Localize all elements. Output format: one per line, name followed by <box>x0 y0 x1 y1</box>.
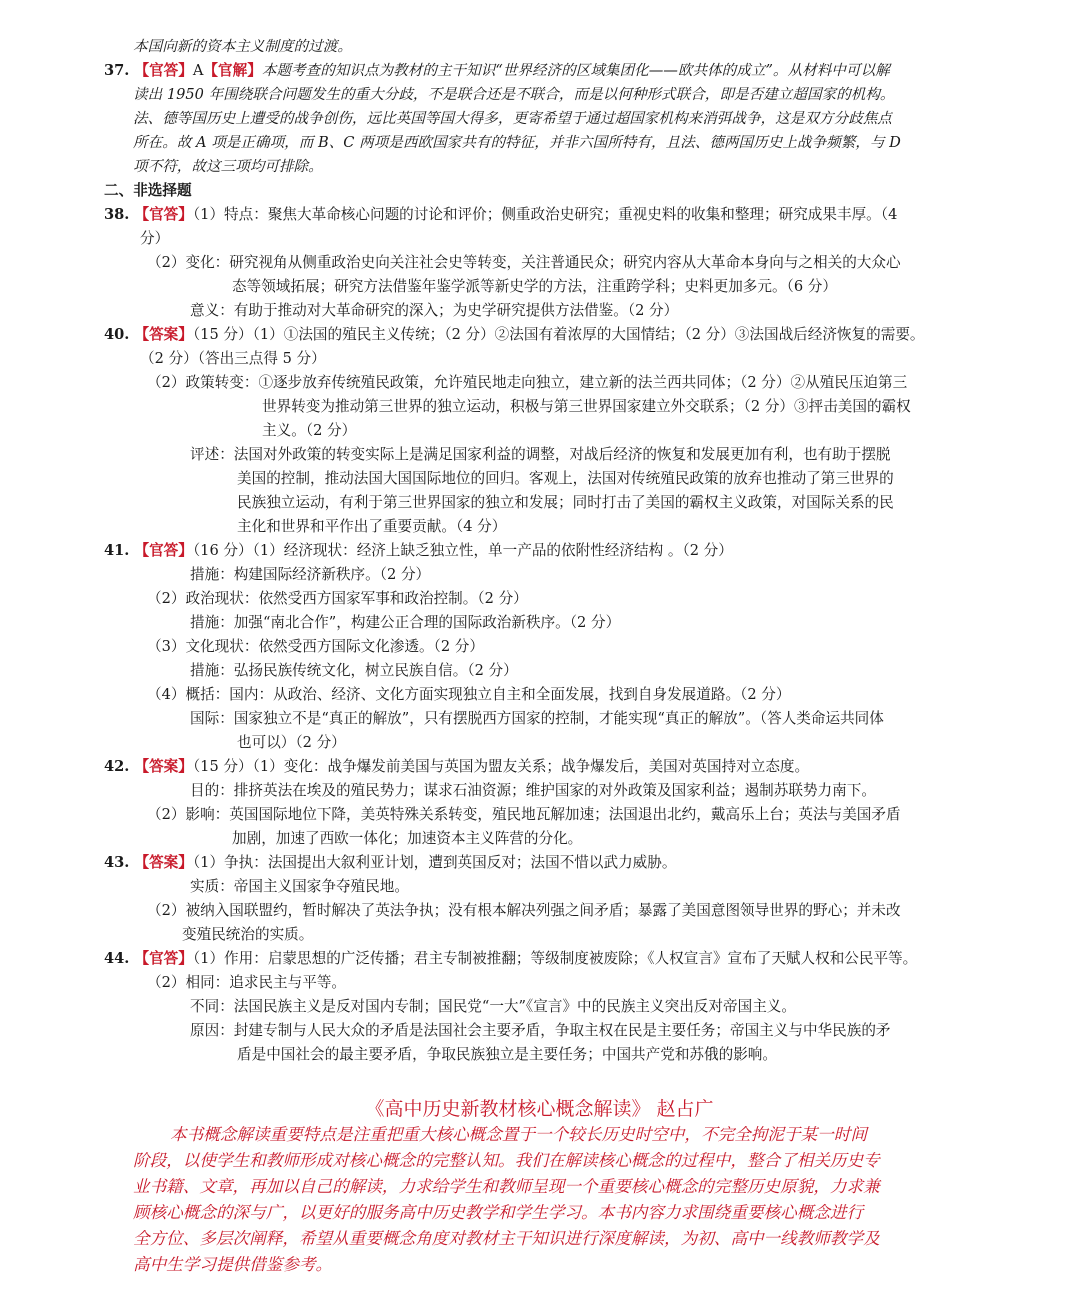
text-line <box>104 948 917 970</box>
text-segment: （2）政治现状：依然受西方国家军事和政治控制。（2 分） <box>147 590 528 607</box>
text-segment: 所在。故 A 项是正确项，而 B、C 两项是西欧国家共有的特征，并非六国所特有，且法、德两国历史上战争频繁，与 D <box>133 134 901 151</box>
question-number: 38. <box>104 206 135 223</box>
question-number: 44. <box>104 950 135 967</box>
text-line <box>147 972 346 994</box>
text-segment: 加剧，加速了西欧一体化；加速资本主义阵营的分化。 <box>232 830 583 847</box>
promo-line: 高中生学习提供借鉴参考。 <box>133 1255 333 1274</box>
text-segment: （15 分）（1）变化：战争爆发前美国与英国为盟友关系；战争爆发后，美国对英国持对立态度。 <box>192 758 810 775</box>
text-line <box>133 156 323 178</box>
text-line <box>147 588 528 610</box>
text-line <box>133 36 352 58</box>
text-segment: （1）作用：启蒙思想的广泛传播；君主专制被推翻；等级制度被废除；《人权宣言》宣布了天赋人权和公民平等。 <box>192 950 918 967</box>
text-line <box>147 636 484 658</box>
text-segment: （3）文化现状：依然受西方国际文化渗透。（2 分） <box>147 638 484 655</box>
text-segment: （2）被纳入国联盟约，暂时解决了英法争执；没有根本解决列强之间矛盾；暴露了美国意图领导世界的野心；并未改 <box>147 902 901 919</box>
promo-line: 顾核心概念的深与广，以更好的服务高中历史教学和学生学习。本书内容力求围绕重要核心概念进行 <box>133 1203 864 1222</box>
text-line <box>147 252 901 274</box>
question-number: 42. <box>104 758 135 775</box>
text-segment: 措施：加强“南北合作”，构建公正合理的国际政治新秩序。（2 分） <box>190 614 621 631</box>
text-line <box>190 660 518 682</box>
text-line <box>104 204 897 226</box>
text-line <box>237 516 506 538</box>
text-line <box>133 132 901 154</box>
text-segment: 世界转变为推动第三世界的独立运动，积极与第三世界国家建立外交联系；（2 分）③抨击美国的霸权 <box>262 398 911 415</box>
text-line <box>190 444 891 466</box>
text-line <box>190 300 678 322</box>
text-line <box>182 924 313 946</box>
answer-tag: 【官答】 <box>134 950 193 967</box>
text-segment: 不同：法国民族主义是反对国内专制；国民党“一大”《宣言》中的民族主义突出反对帝国主义。 <box>190 998 796 1015</box>
text-segment: 原因：封建专制与人民大众的矛盾是法国社会主要矛盾，争取主权在民是主要任务；帝国主义与中华民族的矛 <box>190 1022 891 1039</box>
text-line <box>190 780 876 802</box>
promo-line: 业书籍、文章，再加以自己的解读，力求给学生和教师呈现一个重要核心概念的完整历史原貌，力求兼 <box>133 1177 880 1196</box>
text-segment: （16 分）（1）经济现状：经济上缺乏独立性，单一产品的依附性经济结构 。（2 分） <box>192 542 733 559</box>
text-segment: 本题考查的知识点为教材的主干知识“世界经济的区域集团化——欧共体的成立”。从材料中可以解 <box>261 62 890 79</box>
promo-line: 阶段，以使学生和教师形成对核心概念的完整认知。我们在解读核心概念的过程中，整合了相关历史专 <box>133 1151 880 1170</box>
text-line <box>133 108 892 130</box>
text-line <box>262 396 911 418</box>
text-line <box>147 900 901 922</box>
text-line <box>190 564 430 586</box>
text-segment: 评述：法国对外政策的转变实际上是满足国家利益的调整，对战后经济的恢复和发展更加有利，也有助于摆脱 <box>190 446 891 463</box>
text-segment: （2）影响：英国国际地位下降，美英特殊关系转变，殖民地瓦解加速；法国退出北约，戴高乐上台；英法与美国矛盾 <box>147 806 901 823</box>
answer-tag: 【官答】 <box>134 206 193 223</box>
text-segment: 项不符，故这三项均可排除。 <box>133 158 323 175</box>
text-segment: 美国的控制，推动法国大国国际地位的回归。客观上，法国对传统殖民政策的放弃也推动了第三世界的 <box>237 470 894 487</box>
text-segment: 读出 1950 年围绕联合问题发生的重大分歧，不是联合还是不联合，而是以何种形式联合，即是否建立超国家的机构。 <box>133 86 895 103</box>
text-segment: （1）争执：法国提出大叙利亚计划，遭到英国反对；法国不惜以武力威胁。 <box>192 854 677 871</box>
text-segment: 主义。（2 分） <box>262 422 357 439</box>
text-line <box>232 276 837 298</box>
text-line <box>104 540 733 562</box>
text-line <box>190 708 884 730</box>
answer-tag: 【官答】 <box>134 62 193 79</box>
answer-tag: 【答案】 <box>134 326 193 343</box>
text-line <box>190 612 620 634</box>
text-segment: 本国向新的资本主义制度的过渡。 <box>133 38 352 55</box>
text-line <box>104 324 925 346</box>
text-segment: （2 分）（答出三点得 5 分） <box>140 350 326 367</box>
text-line <box>147 372 907 394</box>
question-number: 43. <box>104 854 135 871</box>
question-number: 40. <box>104 326 135 343</box>
text-segment: 分） <box>140 230 170 247</box>
text-line <box>237 732 346 754</box>
text-segment: （15 分）（1）①法国的殖民主义传统；（2 分）②法国有着浓厚的大国情结；（2 分）③法国战后经济恢复的需要。 <box>192 326 925 343</box>
question-number: 41. <box>104 542 135 559</box>
text-segment: 措施：弘扬民族传统文化，树立民族自信。（2 分） <box>190 662 518 679</box>
text-segment: 目的：排挤英法在埃及的殖民势力；谋求石油资源；维护国家的对外政策及国家利益；遏制苏联势力南下。 <box>190 782 876 799</box>
answer-tag: 【答案】 <box>134 854 193 871</box>
text-segment: 民族独立运动，有利于第三世界国家的独立和发展；同时打击了美国的霸权主义政策，对国际关系的民 <box>237 494 894 511</box>
text-line <box>237 1044 777 1066</box>
text-segment: 措施：构建国际经济新秩序。（2 分） <box>190 566 431 583</box>
text-segment: 主化和世界和平作出了重要贡献。（4 分） <box>237 518 507 535</box>
text-segment: （4）概括：国内：从政治、经济、文化方面实现独立自主和全面发展，找到自身发展道路。（2 分） <box>147 686 791 703</box>
answer-tag: 【官解】 <box>203 62 262 79</box>
text-line <box>140 348 326 370</box>
text-line <box>140 228 169 250</box>
text-segment: 法、德等国历史上遭受的战争创伤，远比英国等国大得多，更寄希望于通过超国家机构来消弭战争，这是双方分歧焦点 <box>133 110 892 127</box>
text-line <box>237 468 894 490</box>
text-segment: （2）变化：研究视角从侧重政治史向关注社会史等转变，关注普通民众；研究内容从大革命本身向与之相关的大众心 <box>147 254 901 271</box>
text-segment: 态等领域拓展；研究方法借鉴年鉴学派等新史学的方法，注重跨学科；史料更加多元。（6 分） <box>232 278 837 295</box>
text-segment: 变殖民统治的实质。 <box>182 926 314 943</box>
promo-line: 全方位、多层次阐释，希望从重要概念角度对教材主干知识进行深度解读，为初、高中一线教师教学及 <box>133 1229 880 1248</box>
text-line <box>237 492 894 514</box>
text-line <box>262 420 356 442</box>
text-line <box>190 1020 891 1042</box>
text-line <box>104 60 890 82</box>
text-line <box>147 804 901 826</box>
text-line <box>147 684 790 706</box>
text-segment: （2）政策转变：①逐步放弃传统殖民政策，允许殖民地走向独立，建立新的法兰西共同体；（2 分）②从殖民压迫第三 <box>147 374 908 391</box>
text-line <box>133 84 895 106</box>
book-promo-title: 《高中历史新教材核心概念解读》 赵占广 <box>365 1098 714 1120</box>
text-segment: （1）特点：聚焦大革命核心问题的讨论和评价；侧重政治史研究；重视史料的收集和整理；研究成果丰厚。（4 <box>192 206 898 223</box>
text-line <box>190 996 796 1018</box>
promo-line: 本书概念解读重要特点是注重把重大核心概念置于一个较长历史时空中，不完全拘泥于某一时间 <box>170 1125 867 1144</box>
answer-tag: 【答案】 <box>134 758 193 775</box>
text-segment: A <box>192 62 204 79</box>
text-segment: 实质：帝国主义国家争夺殖民地。 <box>190 878 409 895</box>
text-line <box>104 852 676 874</box>
text-segment: 二、非选择题 <box>104 182 192 199</box>
text-segment: 盾是中国社会的最主要矛盾，争取民族独立是主要任务；中国共产党和苏俄的影响。 <box>237 1046 777 1063</box>
text-line <box>190 876 409 898</box>
text-segment: 意义：有助于推动对大革命研究的深入；为史学研究提供方法借鉴。（2 分） <box>190 302 679 319</box>
text-segment: （2）相同：追求民主与平等。 <box>147 974 347 991</box>
text-segment: 国际：国家独立不是“真正的解放”，只有摆脱西方国家的控制，才能实现“真正的解放”。（答人类命运共同体 <box>190 710 884 727</box>
question-number: 37. <box>104 62 135 79</box>
text-line <box>232 828 582 850</box>
text-line <box>104 180 192 202</box>
text-line <box>104 756 809 778</box>
answer-tag: 【官答】 <box>134 542 193 559</box>
text-segment: 也可以）（2 分） <box>237 734 346 751</box>
